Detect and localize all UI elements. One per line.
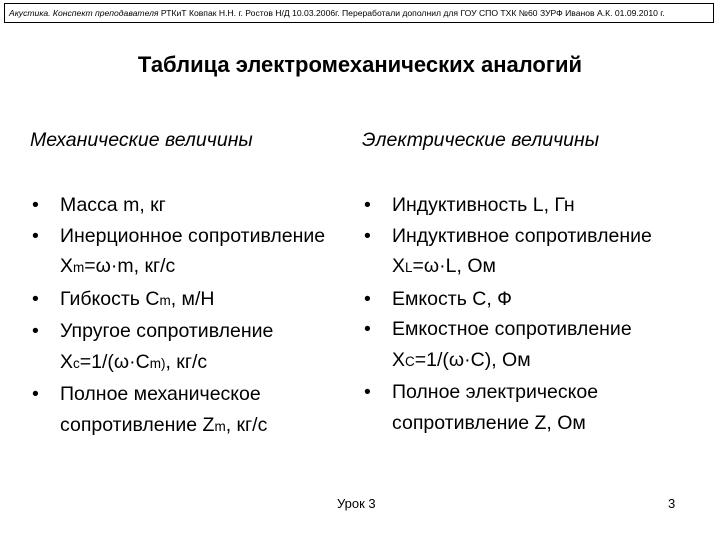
item-text: Инерционное сопротивление X [60, 224, 326, 277]
mechanical-list [30, 190, 350, 442]
subscript: m [159, 292, 171, 308]
electrical-column-heading: Электрические величины [362, 129, 600, 151]
list-item-electrical-impedance [362, 377, 702, 438]
item-text: Упругое сопротивление X [60, 320, 274, 373]
item-text: Полное электрическое сопротивление Z, Ом [392, 381, 599, 434]
electrical-list [362, 190, 702, 438]
subscript: c [73, 355, 80, 371]
subscript: m) [149, 355, 166, 371]
subscript: C [405, 353, 415, 369]
item-text: =1/(ω·C [79, 350, 150, 373]
list-item-inertial-resistance [30, 221, 350, 284]
list-item-capacitive-reactance [362, 314, 702, 377]
footer-lesson-label: Урок 3 [337, 496, 376, 511]
page-title: Таблица электромеханических аналогий [137, 52, 583, 77]
item-text: =ω·L, Ом [412, 255, 496, 277]
subscript: L [405, 260, 413, 275]
item-text: Индуктивность L, Гн [392, 194, 575, 216]
list-item-inductance [362, 190, 702, 221]
page-number: 3 [668, 496, 676, 511]
item-text: Гибкость C [60, 287, 160, 310]
item-text: , кг/с [225, 413, 268, 436]
header-course-title: Акустика. Конспект преподавателя [9, 8, 159, 18]
item-text: Масса m, кг [60, 194, 166, 216]
item-text: Емкостное сопротивление X [392, 318, 632, 371]
document-header [4, 3, 714, 23]
mechanical-column-heading: Механические величины [30, 129, 253, 151]
item-text: Полное механическое сопротивление Z [60, 383, 261, 436]
list-item-capacitance [362, 284, 702, 315]
item-text: , м/Н [170, 287, 215, 310]
item-text: Емкость С, Ф [392, 287, 513, 310]
list-item-mechanical-impedance [30, 379, 350, 442]
item-text: =ω·m, кг/с [84, 255, 176, 277]
subscript: m [214, 418, 226, 434]
header-authors: РТКиТ Ковпак Н.Н. г. Ростов Н/Д 10.03.2006г. Переработали дополнил для ГОУ СПО ТХК №60 ЗУРФ Иванов А.К. 01.09.2010 г. [158, 8, 665, 18]
item-text: =1/(ω·C), Ом [414, 348, 531, 371]
subscript: m [73, 260, 85, 275]
item-text: Индуктивное сопротивление X [392, 224, 652, 277]
list-item-elastic-resistance [30, 316, 350, 379]
list-item-mass [30, 190, 350, 221]
list-item-inductive-reactance [362, 221, 702, 284]
item-text: , кг/с [165, 350, 208, 373]
list-item-compliance [30, 284, 350, 317]
